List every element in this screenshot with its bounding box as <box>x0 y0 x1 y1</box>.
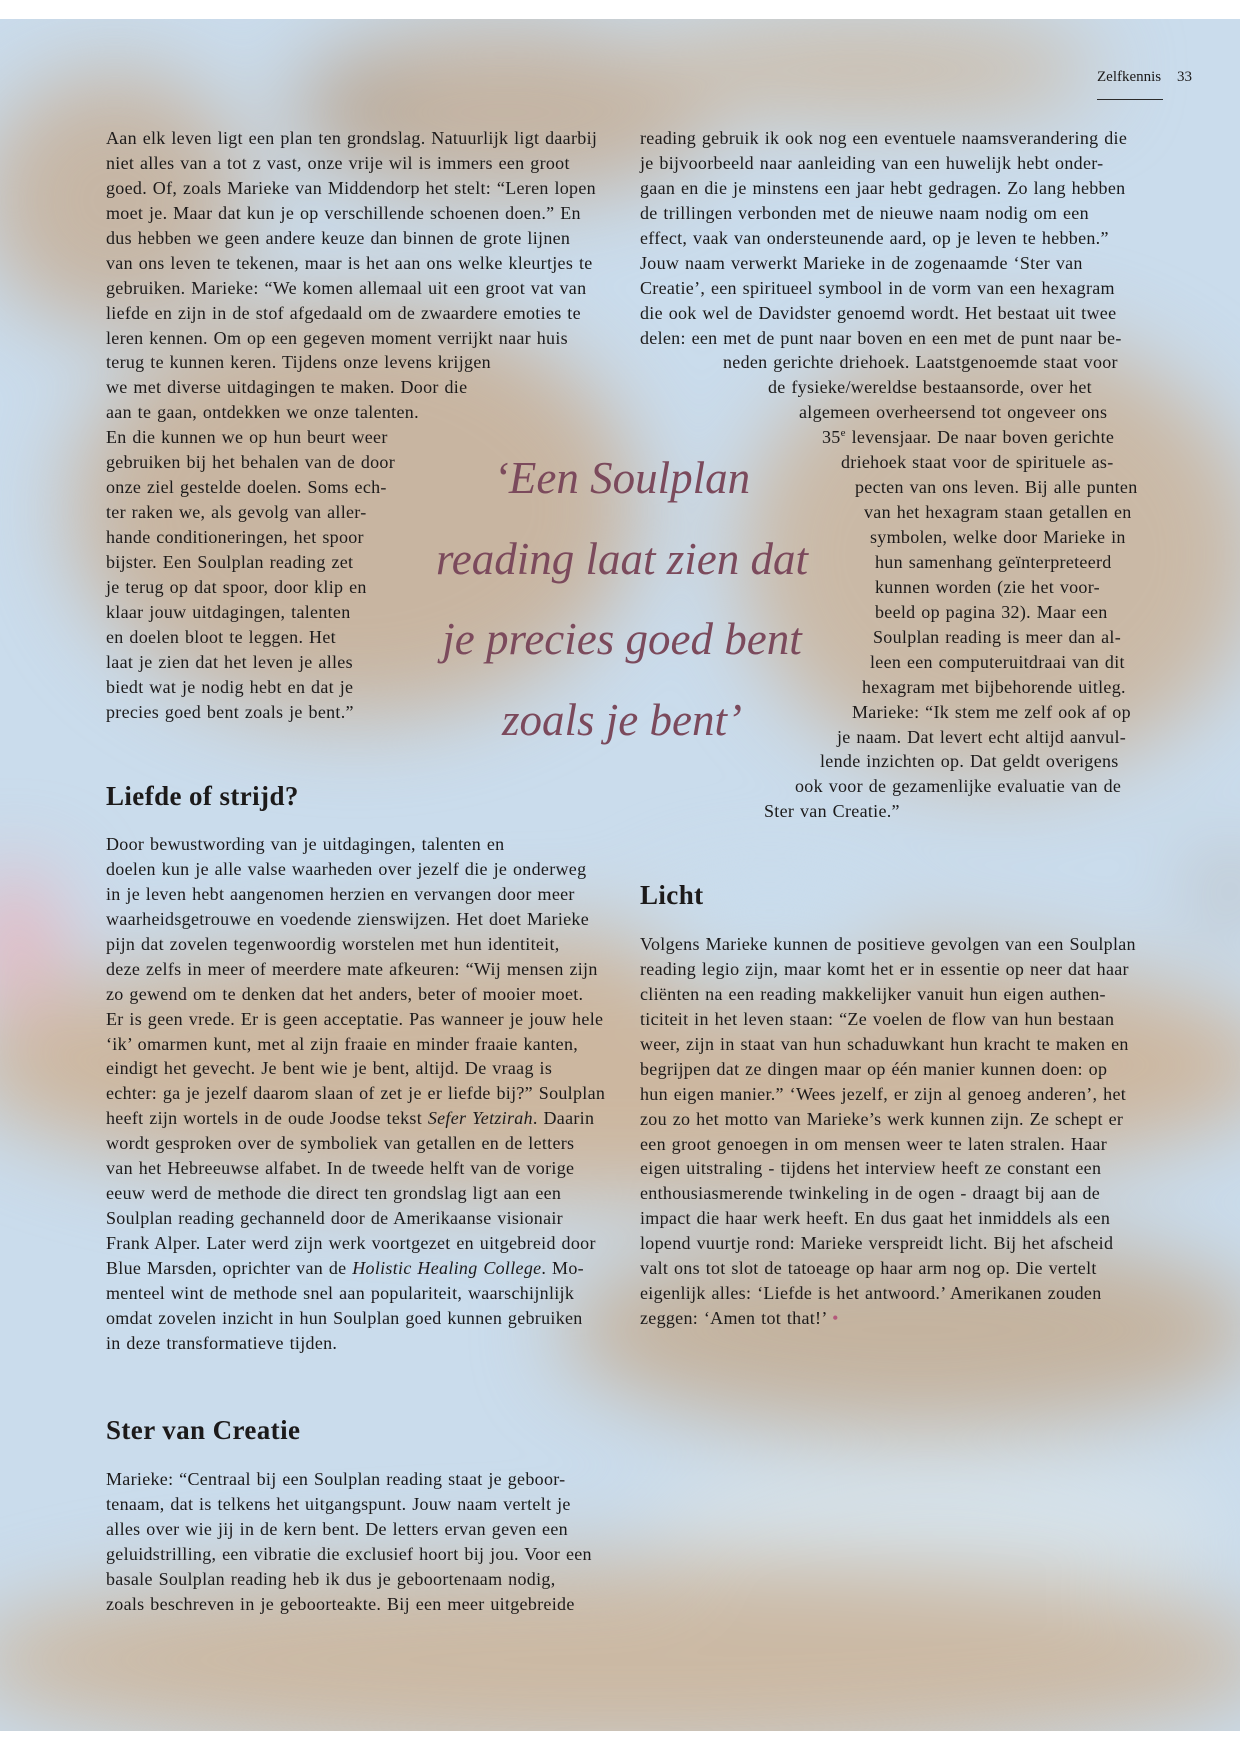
text-line: eeuw werd de methode die direct ten grondslag ligt aan een <box>106 1183 562 1204</box>
text-line: symbolen, welke door Marieke in <box>870 527 1126 547</box>
text-run: 35 <box>822 427 841 448</box>
pull-quote-line: ‘Een Soulplan <box>493 453 751 503</box>
text-line: gaan en die je minstens een jaar hebt gedragen. Zo lang hebben <box>640 177 1126 198</box>
pink-spot <box>0 870 60 1010</box>
text-line: en doelen bloot te leggen. Het <box>106 626 336 647</box>
text-line: van het Hebreeuwse alfabet. In de tweede helft van de vorige <box>106 1158 575 1179</box>
text-line <box>640 425 1140 450</box>
text-line: omdat zovelen inzicht in hun Soulplan goed kunnen gebruiken <box>106 1307 583 1328</box>
italic-text: Holistic Healing College <box>352 1257 542 1278</box>
text-line: de trillingen verbonden met de nieuwe naam nodig om een <box>640 202 1089 223</box>
ster-paragraph <box>106 1467 606 1617</box>
text-line: impact die haar werk heeft. En dus gaat het inmiddels als een <box>640 1208 1111 1229</box>
text-run: levensjaar. De naar boven gerichte <box>845 427 1115 448</box>
text-line: hande conditioneringen, het spoor <box>106 527 364 547</box>
text-line: zo gewend om te denken dat het anders, beter of mooier moet. <box>106 983 584 1004</box>
text-line: Door bewustwording van je uitdagingen, talenten en <box>106 834 505 854</box>
text-line: menteel wint de methode snel aan populariteit, waarschijnlijk <box>106 1282 575 1303</box>
italic-text: Sefer Yetzirah <box>427 1108 533 1129</box>
text-line: basale Soulplan reading heb ik dus je geboortenaam nodig, <box>106 1568 556 1589</box>
text-line: eindigt het gevecht. Je bent wie je bent, altijd. De vraag is <box>106 1058 553 1079</box>
text-line: tenaam, dat is telkens het uitgangspunt. Jouw naam vertelt je <box>106 1493 571 1514</box>
cloud-shape <box>620 20 1100 120</box>
text-line: leen een computeruitdraai van dit <box>870 651 1125 672</box>
text-line: in deze transformatieve tijden. <box>106 1332 338 1353</box>
text-line: valt ons tot slot de tatoeage op haar arm nog op. Die vertelt <box>640 1258 1097 1279</box>
text-line: precies goed bent zoals je bent.” <box>106 701 354 722</box>
pull-quote-line: je precies goed bent <box>442 614 802 664</box>
text-line: ter raken we, als gevolg van aller- <box>106 502 367 523</box>
text-line: beeld op pagina 32). Maar een <box>875 601 1108 622</box>
text-line: enthousiasmerende twinkeling in de ogen - draagt bij aan de <box>640 1183 1101 1204</box>
text-line: pecten van ons leven. Bij alle punten <box>855 477 1138 498</box>
text-line: geluidstrilling, een vibratie die exclusief hoort bij jou. Voor een <box>106 1543 592 1564</box>
text-line: je bijvoorbeeld naar aanleiding van een huwelijk hebt onder- <box>640 152 1104 173</box>
sup-text: e <box>840 427 846 440</box>
text-line: dus hebben we geen andere keuze dan binnen de grote lijnen <box>106 227 571 248</box>
text-line: Creatie’, een spiritueel symbool in de vorm van een hexagram <box>640 277 1115 298</box>
text-line: ticiteit in het leven staan: “Ze voelen de flow van hun bestaan <box>640 1008 1115 1029</box>
text-line: effect, vaak van ondersteunende aard, op je leven te hebben.” <box>640 227 1109 248</box>
text-line: aan te gaan, ontdekken we onze talenten. <box>106 402 419 423</box>
text-line: Ster van Creatie.” <box>764 801 900 822</box>
text-line: weer, zijn in staat van hun schaduwkant hun kracht te maken en <box>640 1033 1129 1054</box>
text-line: lopend vuurtje rond: Marieke verspreidt licht. Bij het afscheid <box>640 1233 1114 1254</box>
text-run: Blue Marsden, oprichter van de <box>106 1257 353 1278</box>
text-line: we met diverse uitdagingen te maken. Door die <box>106 377 468 398</box>
text-line: doelen kun je alle valse waarheden over jezelf die je onderweg <box>106 858 587 879</box>
text-line: Aan elk leven ligt een plan ten grondslag. Natuurlijk ligt daarbij <box>106 128 598 148</box>
text-line: pijn dat zovelen tegenwoordig worstelen met hun identiteit, <box>106 933 560 954</box>
text-line: hun samenhang geïnterpreteerd <box>875 551 1112 572</box>
text-line: leren kennen. Om op een gegeven moment verrijkt naar huis <box>106 327 568 348</box>
text-line: eigen uitstraling - tijdens het interview heeft ze constant een <box>640 1158 1102 1179</box>
text-line: terug te kunnen keren. Tijdens onze levens krijgen <box>106 352 491 373</box>
text-line: Er is geen vrede. Er is geen acceptatie. Pas wanneer je jouw hele <box>106 1008 604 1029</box>
text-line: laat je zien dat het leven je alles <box>106 651 353 672</box>
text-line: Marieke: “Centraal bij een Soulplan reading staat je geboor- <box>106 1469 566 1489</box>
text-line: algemeen overheersend tot ongeveer ons <box>799 402 1108 423</box>
text-line <box>106 1256 606 1281</box>
continued-paragraph <box>640 126 1140 824</box>
text-line: hun eigen manier.” ‘Wees jezelf, er zijn al genoeg anderen’, het <box>640 1083 1127 1104</box>
text-line: in je leven hebt aangenomen herzien en vervangen door meer <box>106 883 575 904</box>
text-run: heeft zijn wortels in de oude Joodse tekst <box>106 1108 428 1129</box>
text-line <box>640 1306 1140 1331</box>
text-line: reading legio zijn, maar komt het er in essentie op neer dat haar <box>640 958 1129 979</box>
text-line: Soulplan reading gechanneld door de Amerikaanse visionair <box>106 1208 563 1229</box>
licht-paragraph <box>640 932 1140 1331</box>
text-line: reading gebruik ik ook nog een eventuele naamsverandering die <box>640 128 1128 148</box>
text-line: driehoek staat voor de spirituele as- <box>841 452 1114 473</box>
page-number: 33 <box>1177 69 1192 85</box>
text-line: echter: ga je jezelf daarom slaan of zet je er liefde bij?” Soulplan <box>106 1083 606 1104</box>
text-line: kunnen worden (zie het voor- <box>875 576 1100 597</box>
text-line <box>106 1106 606 1131</box>
text-line: klaar jouw uitdagingen, talenten <box>106 601 351 622</box>
text-line: alles over wie jij in de kern bent. De letters ervan geven een <box>106 1518 568 1539</box>
text-line: je terug op dat spoor, door klip en <box>106 576 367 597</box>
pull-quote-line: zoals je bent’ <box>502 694 742 745</box>
text-line: ‘ik’ omarmen kunt, met al zijn fraaie en minder fraaie kanten, <box>106 1033 579 1054</box>
header-underline <box>1097 99 1163 100</box>
text-run: . Mo- <box>541 1257 584 1278</box>
text-line: een groot genoegen in om mensen weer te laten stralen. Haar <box>640 1133 1108 1154</box>
text-line: Jouw naam verwerkt Marieke in de zogenaamde ‘Ster van <box>640 252 1083 273</box>
dark-spot <box>1200 870 1240 910</box>
liefde-paragraph <box>106 832 606 1356</box>
text-line: van het hexagram staan getallen en <box>864 502 1132 523</box>
text-line: de fysieke/wereldse bestaansorde, over het <box>768 377 1092 398</box>
text-line: waarheidsgetrouwe en voedende zienswijzen. Het doet Marieke <box>106 908 590 929</box>
text-line: van ons leven te tekenen, maar is het aan ons welke kleurtjes te <box>106 252 593 273</box>
section-heading-licht: Licht <box>640 880 704 910</box>
text-line: deze zelfs in meer of meerdere mate afkeuren: “Wij mensen zijn <box>106 958 598 979</box>
text-line: eigenlijk alles: ‘Liefde is het antwoord.’ Amerikanen zouden <box>640 1283 1102 1304</box>
text-line: moet je. Maar dat kun je op verschillende schoenen doen.” En <box>106 202 581 223</box>
text-line: niet alles van a tot z vast, onze vrije wil is immers een groot <box>106 152 570 173</box>
text-line: cliënten na een reading makkelijker vanuit hun eigen authen- <box>640 983 1106 1004</box>
text-line: gebruiken bij het behalen van de door <box>106 452 396 473</box>
section-heading-liefde: Liefde of strijd? <box>106 781 299 811</box>
text-line: liefde en zijn in de stof afgedaald om de zwaardere emoties te <box>106 302 581 323</box>
text-line: zou zo het motto van Marieke’s werk kunnen zijn. Ze schept er <box>640 1108 1124 1129</box>
text-line: En die kunnen we op hun beurt weer <box>106 427 388 448</box>
text-run: zeggen: ‘Amen tot that!’ <box>640 1308 833 1329</box>
section-title: Zelfkennis <box>1097 69 1162 85</box>
text-line: hexagram met bijbehorende uitleg. <box>862 676 1126 697</box>
text-run: . Daarin <box>532 1108 595 1129</box>
text-line: lende inzichten op. Dat geldt overigens <box>820 751 1119 772</box>
text-line: gebruiken. Marieke: “We komen allemaal uit een groot vat van <box>106 277 587 298</box>
text-line: je naam. Dat levert echt altijd aanvul- <box>837 726 1127 747</box>
text-line: Soulplan reading is meer dan al- <box>873 626 1122 647</box>
text-line: neden gerichte driehoek. Laatstgenoemde staat voor <box>723 352 1118 373</box>
section-heading-ster: Ster van Creatie <box>106 1415 301 1445</box>
text-line: die ook wel de Davidster genoemd wordt. Het bestaat uit twee <box>640 302 1117 323</box>
text-line: zoals beschreven in je geboorteakte. Bij een meer uitgebreide <box>106 1593 575 1614</box>
pull-quote-line: reading laat zien dat <box>435 533 809 584</box>
text-line: Volgens Marieke kunnen de positieve gevolgen van een Soulplan <box>640 934 1136 954</box>
end-mark-text: • <box>832 1308 839 1329</box>
text-line: begrijpen dat ze dingen maar op één manier kunnen doen: op <box>640 1058 1108 1079</box>
text-line: biedt wat je nodig hebt en dat je <box>106 676 354 697</box>
text-line: Frank Alper. Later werd zijn werk voortgezet en uitgebreid door <box>106 1233 596 1253</box>
text-line: onze ziel gestelde doelen. Soms ech- <box>106 477 387 498</box>
text-line: wordt gesproken over de symboliek van getallen en de letters <box>106 1133 575 1154</box>
text-line: Marieke: “Ik stem me zelf ook af op <box>852 701 1131 722</box>
text-line: bijster. Een Soulplan reading zet <box>106 551 354 572</box>
text-line: ook voor de gezamenlijke evaluatie van de <box>795 776 1122 797</box>
text-line: delen: een met de punt naar boven en een met de punt naar be- <box>640 327 1122 348</box>
text-line: goed. Of, zoals Marieke van Middendorp het stelt: “Leren lopen <box>106 177 596 198</box>
